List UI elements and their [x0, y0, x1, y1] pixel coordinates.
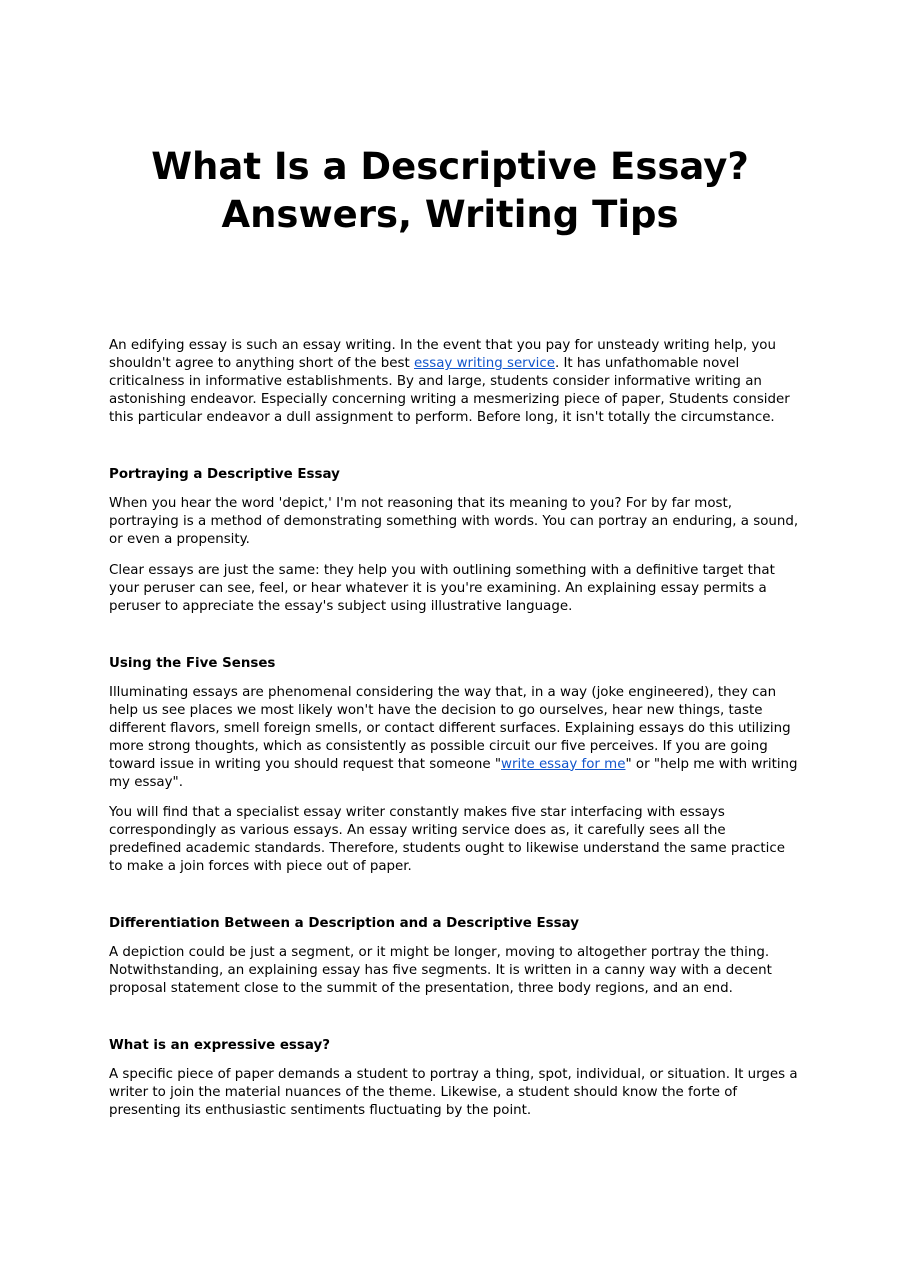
article-body	[109, 337, 799, 1133]
section-heading-expressive-essay: What is an expressive essay?	[109, 1038, 330, 1053]
section-heading-portraying: Portraying a Descriptive Essay	[109, 467, 340, 482]
section-heading-five-senses: Using the Five Senses	[109, 655, 276, 671]
intro-text-before: An edifying essay is such an essay writing. In the event that you pay for unsteady writing help, you shouldn't agree to anything short of the best	[109, 338, 776, 371]
section4-paragraph-1: A specific piece of paper demands a student to portray a thing, spot, individual, or situation. It urges a writer to join the material nuances of the theme. Likewise, a student should know the forte of presenting its enthusiastic sentiments fluctuating by the point.	[109, 1067, 798, 1118]
section3-paragraph-1: A depiction could be just a segment, or it might be longer, moving to altogether portray the thing. Notwithstanding, an explaining essay has five segments. It is written in a canny way with a decent proposal statement close to the summit of the presentation, three body regions, and an end.	[109, 945, 772, 996]
intro-text-after: . It has unfathomable novel criticalness in informative establishments. By and large, students consider informative writing an astonishing endeavor. Especially concerning writing a mesmerizing piece of paper, Students consider this particular endeavor a dull assignment to perform. Before long, it isn't totally the circumstance.	[109, 356, 790, 425]
write-essay-for-me-link[interactable]: write essay for me	[501, 756, 626, 772]
essay-writing-service-link[interactable]: essay writing service	[414, 356, 555, 371]
section-heading-differentiation: Differentiation Between a Description and a Descriptive Essay	[109, 916, 579, 931]
title-line-1: What Is a Descriptive Essay?	[151, 145, 749, 188]
section2-text-before: Illuminating essays are phenomenal considering the way that, in a way (joke engineered), they can help us see places we most likely won't have the decision to go ourselves, hear new things, taste different flavors, smell foreign smells, or contact different surfaces. Explaining essays do this utilizing more strong thoughts, which as consistently as possible circuit our five perceives. If you are going toward issue in writing you should request that someone "	[109, 684, 791, 772]
section1-paragraph-2: Clear essays are just the same: they help you with outlining something with a definitive target that your peruser can see, feel, or hear whatever it is you're examining. An explaining essay permits a peruser to appreciate the essay's subject using illustrative language.	[109, 562, 775, 614]
section2-text-after: " or "help me with writing my essay".	[109, 756, 798, 790]
intro-paragraph	[109, 337, 799, 427]
section1-paragraph-1: When you hear the word 'depict,' I'm not reasoning that its meaning to you? For by far most, portraying is a method of demonstrating something with words. You can portray an enduring, a sound, or even a propensity.	[109, 496, 799, 547]
page-title	[0, 143, 900, 239]
section2-paragraph-1	[109, 684, 799, 792]
section2-paragraph-2: You will find that a specialist essay writer constantly makes five star interfacing with essays correspondingly as various essays. An essay writing service does as, it carefully sees all the predefined academic standards. Therefore, students ought to likewise understand the same practice to make a join forces with piece out of paper.	[109, 805, 785, 874]
title-line-2: Answers, Writing Tips	[221, 193, 679, 236]
